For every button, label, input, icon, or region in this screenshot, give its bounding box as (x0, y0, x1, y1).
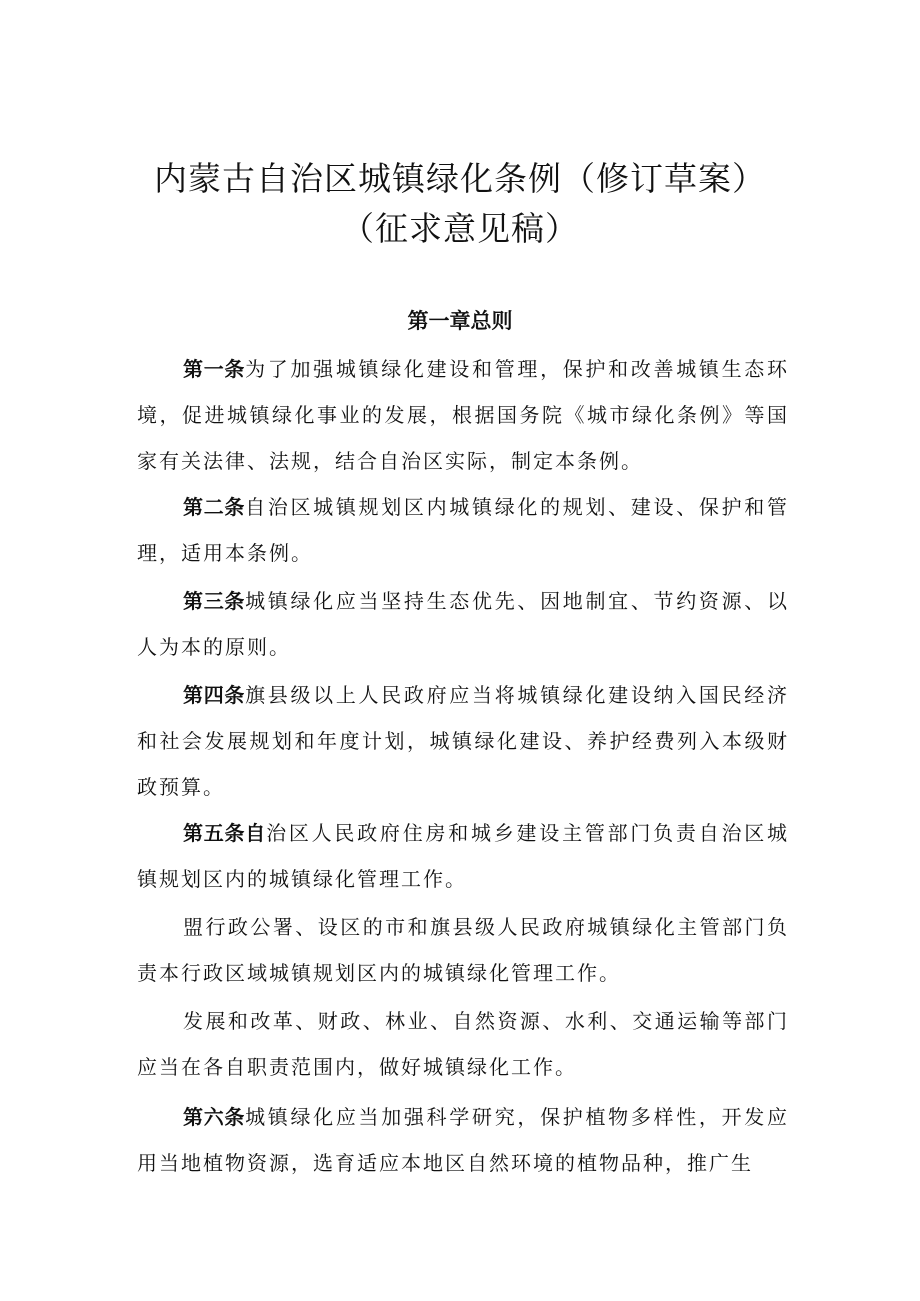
article-paragraph (137, 578, 789, 670)
article-text: 治区人民政府住房和城乡建设主管部门负责自治区城镇规划区内的城镇绿化管理工作。 (137, 821, 790, 891)
article-number: 第一条 (183, 357, 246, 381)
article-paragraph (137, 998, 789, 1090)
article-text: 城镇绿化应当加强科学研究，保护植物多样性，开发应用当地植物资源，选育适应本地区自然环境的植物品种，推广生 (137, 1105, 790, 1175)
article-text: 盟行政公署、设区的市和旗县级人民政府城镇绿化主管部门负责本行政区域城镇规划区内的城镇绿化管理工作。 (137, 915, 789, 985)
article-paragraph (137, 484, 789, 576)
article-number: 第六条 (183, 1105, 246, 1129)
article-paragraph (137, 810, 789, 902)
article-paragraph (137, 904, 789, 996)
document-subtitle: （征求意见稿） (341, 209, 579, 248)
article-text: 自治区城镇规划区内城镇绿化的规划、建设、保护和管理，适用本条例。 (137, 495, 790, 565)
article-paragraph (137, 672, 789, 810)
article-text: 发展和改革、财政、林业、自然资源、水利、交通运输等部门应当在各自职责范围内，做好城镇绿化工作。 (137, 1009, 789, 1079)
article-text: 旗县级以上人民政府应当将城镇绿化建设纳入国民经济和社会发展规划和年度计划，城镇绿化建设、养护经费列入本级财政预算。 (137, 683, 790, 799)
article-number: 第四条 (183, 683, 246, 707)
article-paragraph (137, 346, 789, 484)
article-paragraph (137, 1094, 789, 1186)
article-number: 第三条 (183, 589, 246, 613)
article-number: 第五条自 (183, 821, 267, 845)
article-number: 第二条 (183, 495, 246, 519)
chapter-heading: 第一章总则 (407, 309, 513, 333)
article-text: 为了加强城镇绿化建设和管理，保护和改善城镇生态环境，促进城镇绿化事业的发展，根据国务院《城市绿化条例》等国家有关法律、法规，结合自治区实际，制定本条例。 (137, 357, 790, 473)
document-title: 内蒙古自治区城镇绿化条例（修订草案） (154, 159, 766, 198)
article-text: 城镇绿化应当坚持生态优先、因地制宜、节约资源、以人为本的原则。 (137, 589, 790, 659)
